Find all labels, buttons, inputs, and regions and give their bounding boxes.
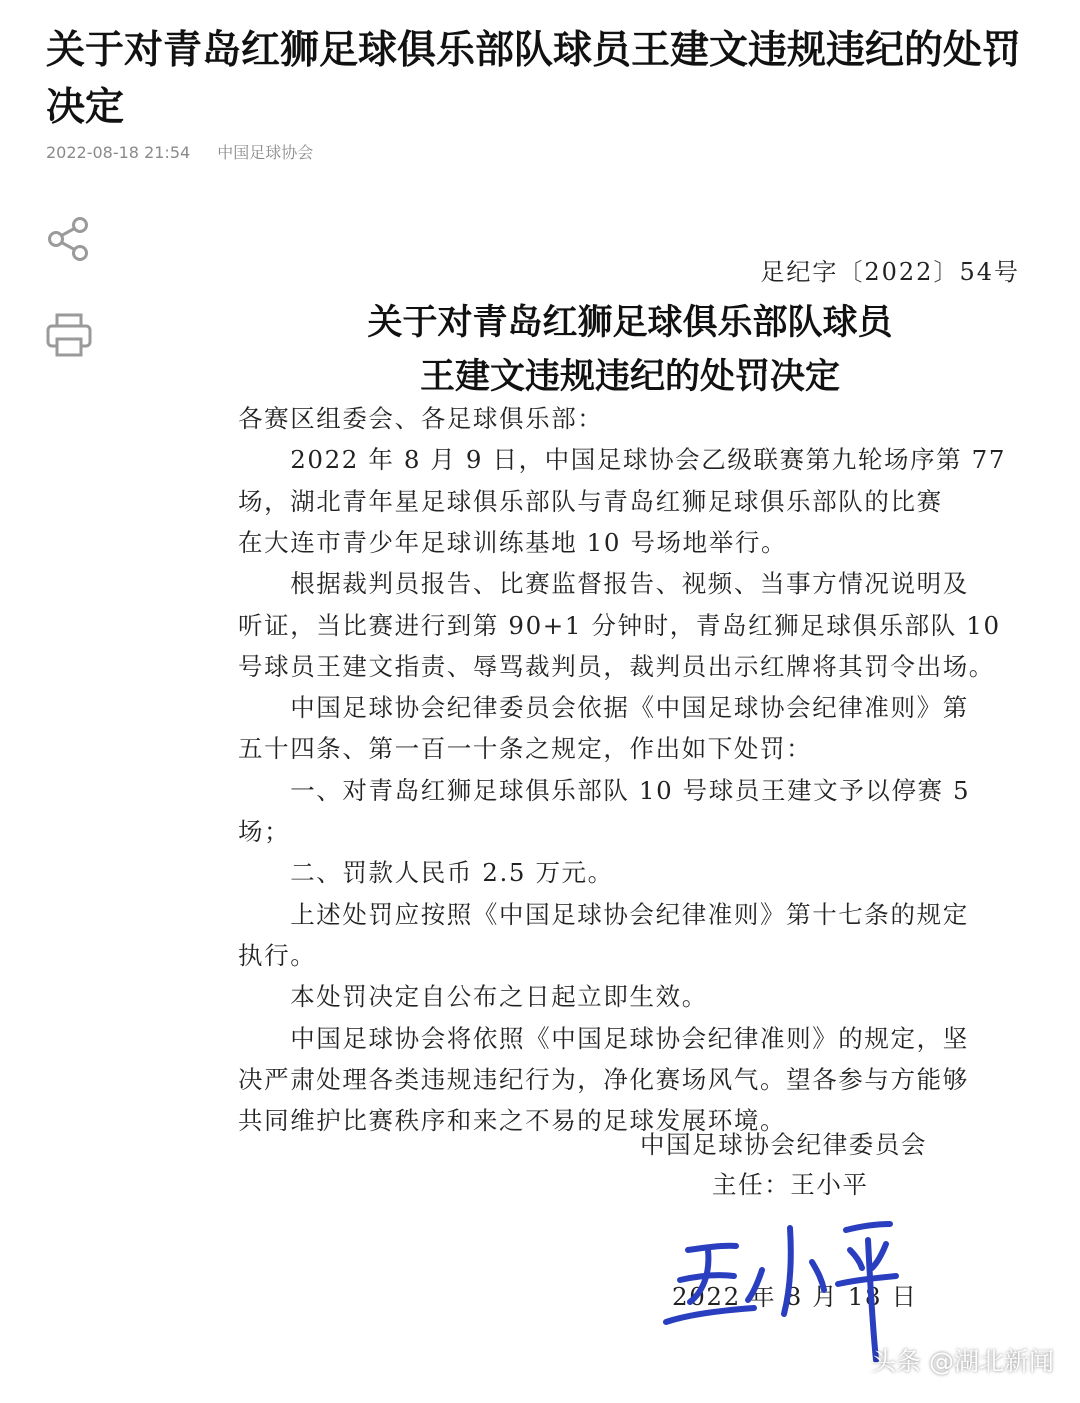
document-line: 听证，当比赛进行到第 90+1 分钟时，青岛红狮足球俱乐部队 10 (238, 610, 1001, 640)
document-line: 上述处罚应按照《中国足球协会纪律准则》第十七条的规定 (238, 899, 969, 929)
document-line: 场； (238, 817, 291, 846)
signature-org: 中国足球协会纪律委员会 (640, 1130, 928, 1159)
document-number: 足纪字〔2022〕54号 (760, 258, 1020, 286)
document-line: 号球员王建文指责、辱骂裁判员，裁判员出示红牌将其罚令出场。 (238, 651, 995, 681)
article-title: 关于对青岛红狮足球俱乐部队球员王建文违规违纪的处罚决定 (46, 28, 1022, 130)
document-line: 场，湖北青年星足球俱乐部队与青岛红狮足球俱乐部队的比赛 (238, 486, 943, 516)
signature-date: 2022 年 8 月 18 日 (672, 1282, 918, 1311)
document-line: 一、对青岛红狮足球俱乐部队 10 号球员王建文予以停赛 5 (238, 775, 971, 805)
document-title-line1: 关于对青岛红狮足球俱乐部队球员 (367, 302, 893, 343)
document-line: 本处罚决定自公布之日起立即生效。 (238, 982, 708, 1012)
document-line: 执行。 (238, 940, 317, 970)
publish-source[interactable]: 中国足球协会 (217, 143, 314, 162)
publish-date: 2022-08-18 21:54 (46, 143, 191, 162)
document-title-line2: 王建文违规违纪的处罚决定 (419, 356, 840, 397)
document-line: 根据裁判员报告、比赛监督报告、视频、当事方情况说明及 (238, 569, 969, 599)
document-line: 中国足球协会将依照《中国足球协会纪律准则》的规定，坚 (238, 1023, 969, 1053)
article-meta (46, 140, 335, 163)
share-icon (44, 214, 94, 264)
watermark: 头条 @湖北新闻 (871, 1347, 1054, 1376)
share-button[interactable] (44, 214, 94, 264)
document-line: 共同维护比赛秩序和来之不易的足球发展环境。 (238, 1106, 787, 1136)
document-line: 决严肃处理各类违规违纪行为，净化赛场风气。望各参与方能够 (238, 1064, 969, 1094)
signature-chair: 主任：王小平 (712, 1170, 869, 1199)
document-line: 各赛区组委会、各足球俱乐部： (238, 404, 604, 433)
document-line: 2022 年 8 月 9 日，中国足球协会乙级联赛第九轮场序第 77 (238, 445, 1007, 475)
document-line: 二、罚款人民币 2.5 万元。 (238, 858, 614, 888)
document-line: 中国足球协会纪律委员会依据《中国足球协会纪律准则》第 (238, 693, 969, 723)
document-line: 五十四条、第一百一十条之规定，作出如下处罚： (238, 734, 813, 764)
document-line: 在大连市青少年足球训练基地 10 号场地举行。 (238, 527, 788, 557)
